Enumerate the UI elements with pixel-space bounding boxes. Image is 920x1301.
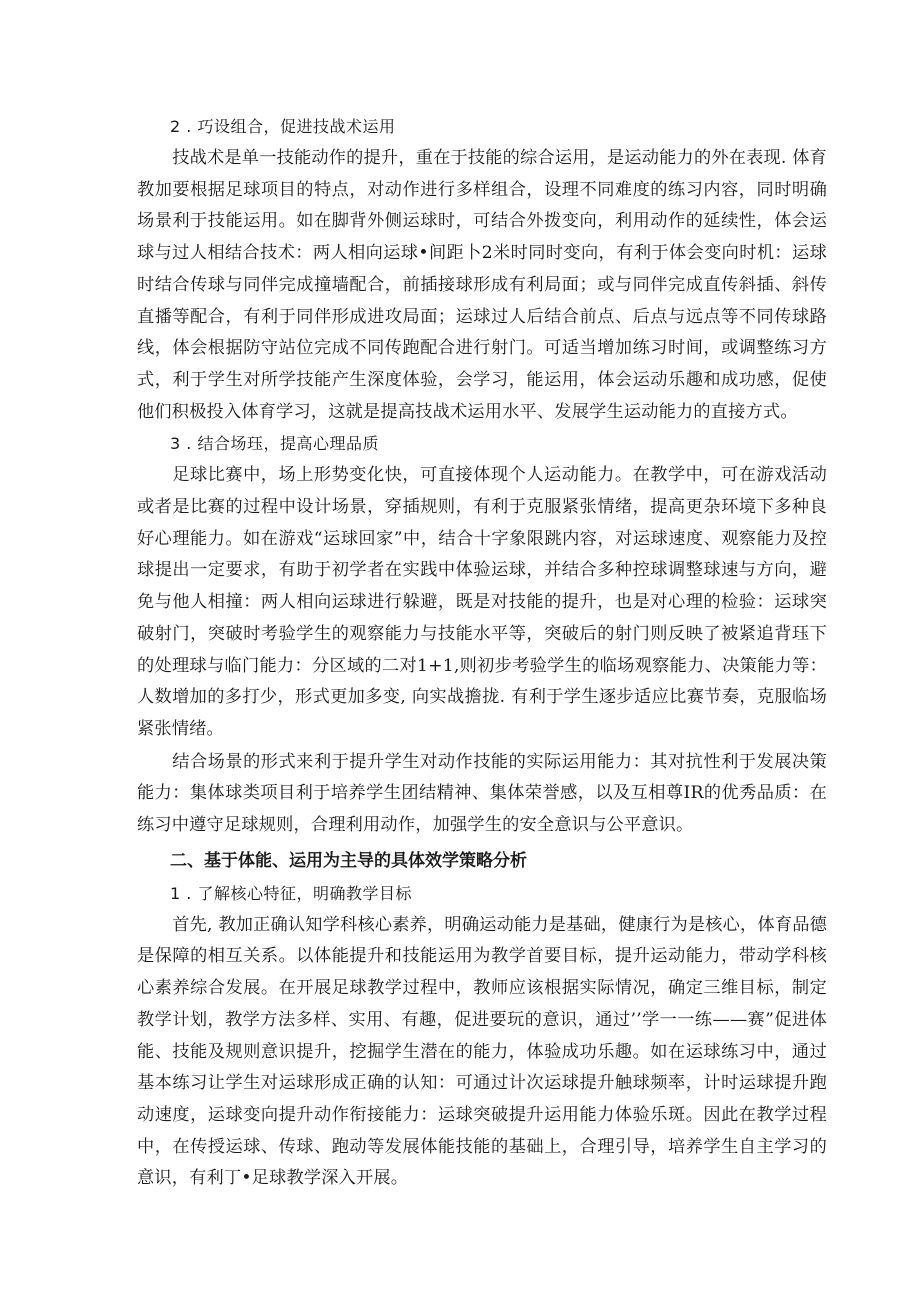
paragraph-psychology: 足球比赛中，场上形势变化快，可直接体现个人运动能力。在教学中，可在游戏活动或者是比赛的过程中设计场景，穿插规则，有利于克服紧张情绪，提高更杂环境下多种良好心理能力。如在游戏“运球回家”中，结合十字象限跳内容，对运球速度、观察能力及控球提出一定要求，有助于初学者在实践中体验运球，并结合多种控球调整球速与方向，避免与他人相撞：两人相向运球进行躲避，既是对技能的提升，也是对心理的检验：运球突破射门，突破时考验学生的观察能力与技能水平等，突破后的射门则反映了被紧追背珏下的处理球与临门能力：分区域的二对1+1,则初步考验学生的临场观察能力、决策能力等：人数增加的多打少，形式更加多变, 向实战擔拢. 有利于学生逐步适应比赛节奏，克服临场紧张情绪。 bbox=[137, 465, 827, 739]
section-heading-strategy: 二、基于体能、运用为主导的具体效学策略分析 bbox=[170, 850, 527, 871]
subheading-core-features: 1 . 了解核心特征，明确教学目标 bbox=[170, 883, 412, 903]
subheading-combination: 2 . 巧设组合，促进技战术运用 bbox=[170, 117, 396, 136]
paragraph-scenario-benefits: 结合场景的形式来利于提升学生对动作技能的实际运用能力：其对抗性利于发展决策能力：集体球类项目利于培养学生团结精神、集体荣誉感，以及互相尊IR的优秀品质：在练习中遵守足球规则，合理利用动作，加强学生的安全意识与公平意识。 bbox=[137, 751, 827, 836]
paragraph-teaching-goals: 首先, 教加正确认知学科核心素养，明确运动能力是基础，健康行为是核心，体育品德是保障的相互关系。以体能提升和技能运用为教学首要目标，提升运动能力，带动学科核心素养综合发展。在开展足球教学过程中，教师应该根据实际情况，确定三维目标，制定教学计划，教学方法多样、实用、有趣，促进要玩的意识，通过’’学一一练——赛”促进体能、技能及规则意识提升，挖掘学生潜在的能力，体验成功乐趣。如在运球练习中，通过基本练习让学生对运球形成正确的认知：可通过计次运球提升触球频率，计时运球提升跑动速度，运球变向提升动作衔接能力：运球突破提升运用能力体验乐斑。因此在教学过程中，在传授运球、传球、跑动等发展体能技能的基础上，合理引导，培养学生自主学习的意识，有利丁•足球教学深入开展。 bbox=[137, 914, 827, 1189]
paragraph-tactics: 技战术是单一技能动作的提升，重在于技能的综合运用，是运动能力的外在表现. 体育教加要根据足球项目的特点，对动作进行多样组合，设理不同难度的练习内容，同时明确场景利于技能运用。如在脚背外侧运球时，可结合外拨变向，利用动作的延续性，体会运球与过人相结合技术：两人相向运球•间距卜2米时同时变向，有利于体会变向时机：运球时结合传球与同伴完成撞墙配合，前插接球形成有利局面；或与同伴完成直传斜插、斜传直播等配合，有利于同伴形成进攻局面；运球过人后结合前点、后点与远点等不同传球路线，体会根据防守站位完成不同传跑配合进行射门。可适当增加练习时间，或调整练习方式，利于学生对所学技能产生深度体验，会学习，能运用，体会运动乐趣和成功感，促使他们积极投入体育学习，这就是提高技战术运用水平、发展学生运动能力的直接方式。 bbox=[137, 148, 827, 422]
document-body bbox=[137, 112, 827, 1196]
subheading-scenario: 3 . 结合场珏，提高心理品质 bbox=[170, 434, 379, 454]
